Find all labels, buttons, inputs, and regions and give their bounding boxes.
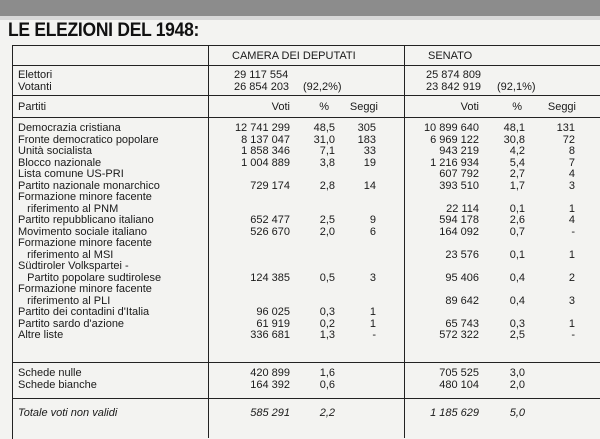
senato-seggi: 1 (568, 202, 575, 215)
senato-seggi: 1 (568, 248, 575, 261)
senato-voti: 607 792 (439, 168, 479, 180)
senato-voti: 393 510 (439, 179, 479, 192)
camera-voti: 1 004 889 (241, 156, 290, 169)
camera-seggi: 305 (357, 122, 376, 134)
camera-seggi: 1 (369, 317, 376, 330)
senato-pct: 0,4 (509, 294, 525, 307)
page-title: LE ELEZIONI DEL 1948: (8, 20, 200, 41)
senato-voti: 480 104 (439, 379, 479, 391)
camera-pct: 2,8 (319, 179, 335, 192)
camera-header: CAMERA DEI DEPUTATI (232, 50, 356, 62)
senato-voti: 943 219 (439, 145, 479, 157)
camera-seggi: 9 (369, 214, 376, 226)
party-name: Lista comune US-PRI (18, 168, 124, 180)
senato-voti: 95 406 (445, 271, 479, 284)
senato-header: SENATO (428, 50, 473, 62)
camera-voti: 124 385 (250, 271, 290, 284)
camera-voti: 96 025 (256, 306, 290, 318)
camera-pct: 1,6 (319, 367, 335, 379)
senato-voti: 6 969 122 (430, 133, 479, 146)
senato-voti: 23 576 (445, 248, 479, 261)
senato-seggi: 3 (568, 179, 575, 192)
senato-pct: 0,1 (509, 248, 525, 261)
camera-seggi: 183 (357, 133, 376, 146)
elettori-senato: 25 874 809 (426, 69, 482, 81)
senato-pct: 0,3 (509, 317, 525, 330)
senato-voti: 22 114 (446, 202, 479, 215)
partiti-header: Partiti (18, 101, 47, 113)
camera-voti-header: Voti (271, 101, 290, 113)
senato-pct: 30,8 (503, 133, 525, 146)
votanti-camera-pct: (92,2%) (303, 81, 342, 93)
elettori-camera: 29 117 554 (234, 69, 289, 81)
senato-voti: 1 216 934 (430, 156, 479, 169)
senato-pct: 48,1 (503, 122, 525, 134)
header-divider (12, 65, 600, 66)
camera-voti: 526 670 (250, 225, 290, 238)
senato-pct: 2,5 (509, 329, 525, 341)
camera-voti: 420 899 (250, 367, 290, 379)
camera-seggi: 6 (369, 225, 376, 238)
totale-camera-pct: 2,2 (319, 407, 335, 419)
schede-label: Schede bianche (18, 379, 97, 391)
votanti-camera: 26 854 203 (234, 81, 290, 93)
parties-divider (12, 362, 600, 363)
camera-pct: 0,2 (319, 317, 335, 330)
camera-pct: 0,3 (319, 306, 335, 318)
senato-voti: 572 322 (439, 329, 479, 341)
senato-pct: 4,2 (509, 145, 525, 157)
party-name: Formazione minore facente (18, 191, 152, 203)
totale-senato-pct: 5,0 (509, 407, 525, 419)
senato-pct: 0,7 (509, 225, 525, 238)
senato-voti: 164 092 (439, 225, 479, 238)
senato-seggi-header: Seggi (547, 101, 576, 113)
senato-pct: 0,4 (509, 271, 525, 284)
camera-voti: 1 858 346 (241, 145, 290, 157)
top-banner (0, 0, 600, 16)
senato-seggi: 72 (562, 133, 575, 146)
camera-pct-header: % (319, 101, 329, 113)
camera-pct: 0,6 (319, 379, 335, 391)
senato-voti: 594 178 (439, 214, 479, 226)
camera-seggi: 3 (369, 271, 376, 284)
party-name: Unità socialista (18, 145, 92, 157)
senato-seggi: - (571, 225, 575, 238)
senato-seggi: 3 (568, 294, 575, 307)
party-name: riferimento al PNM (18, 202, 119, 215)
totale-senato-voti: 1 185 629 (430, 407, 479, 419)
senato-pct-header: % (512, 101, 522, 113)
senato-pct: 5,4 (509, 156, 525, 169)
votanti-label: Votanti (18, 81, 52, 93)
senato-pct: 2,7 (509, 168, 525, 180)
camera-voti: 652 477 (250, 214, 290, 226)
party-name: riferimento al MSI (18, 248, 114, 261)
camera-pct: 31,0 (313, 133, 335, 146)
camera-pct: 3,8 (319, 156, 335, 169)
senato-voti: 10 899 640 (423, 122, 479, 134)
party-header-divider (12, 117, 600, 118)
senato-seggi: 7 (568, 156, 575, 169)
senato-seggi: 4 (568, 168, 575, 180)
camera-seggi: 33 (363, 145, 376, 157)
totale-camera-voti: 585 291 (250, 407, 290, 419)
voters-divider (12, 95, 600, 96)
senato-pct: 2,6 (509, 214, 525, 226)
party-name: Partito dei contadini d'Italia (18, 306, 150, 318)
senato-voti-header: Voti (460, 101, 479, 113)
camera-voti: 12 741 299 (234, 122, 290, 134)
camera-pct: 2,0 (319, 225, 335, 238)
party-name: Formazione minore facente (18, 283, 152, 295)
party-name: Partito nazionale monarchico (18, 179, 160, 192)
camera-pct: 7,1 (319, 145, 335, 157)
party-name: riferimento al PLI (18, 294, 111, 307)
camera-voti: 8 137 047 (241, 133, 290, 146)
schede-label: Schede nulle (18, 367, 82, 379)
senato-seggi: 2 (568, 271, 575, 284)
camera-pct: 1,3 (319, 329, 335, 341)
senato-seggi: 131 (556, 122, 575, 134)
senato-pct: 3,0 (509, 367, 525, 379)
senato-seggi: 4 (568, 214, 575, 226)
camera-seggi: - (372, 329, 376, 341)
senato-voti: 89 642 (445, 294, 479, 307)
party-name: Partito popolare sudtirolese (18, 271, 162, 284)
camera-seggi: 1 (369, 306, 376, 318)
party-name: Movimento sociale italiano (18, 225, 148, 238)
camera-seggi-header: Seggi (349, 101, 378, 113)
schede-divider (12, 398, 600, 399)
senato-voti: 705 525 (439, 367, 479, 379)
party-name: Formazione minore facente (18, 237, 152, 249)
camera-voti: 336 681 (250, 329, 290, 341)
totale-label: Totale voti non validi (18, 407, 118, 419)
senato-seggi: 8 (568, 145, 575, 157)
party-name: Fronte democratico popolare (18, 133, 159, 146)
party-name: Partito repubblicano italiano (18, 214, 154, 226)
camera-seggi: 19 (363, 156, 376, 169)
camera-pct: 0,5 (319, 271, 335, 284)
party-name: Südtiroler Volkspartei - (18, 260, 129, 272)
votanti-senato-pct: (92,1%) (497, 81, 536, 93)
senato-voti: 65 743 (445, 317, 479, 330)
column-divider-camera (208, 45, 209, 438)
camera-pct: 2,5 (319, 214, 335, 226)
senato-seggi: - (571, 329, 575, 341)
senato-pct: 2,0 (509, 379, 525, 391)
camera-voti: 729 174 (250, 179, 290, 192)
camera-voti: 61 919 (256, 317, 290, 330)
party-name: Altre liste (18, 329, 64, 341)
party-name: Blocco nazionale (18, 156, 102, 169)
camera-voti: 164 392 (250, 379, 290, 391)
senato-seggi: 1 (568, 317, 575, 330)
votanti-senato: 23 842 919 (426, 81, 482, 93)
camera-pct: 48,5 (313, 122, 335, 134)
senato-pct: 0,1 (509, 202, 525, 215)
party-name: Democrazia cristiana (18, 122, 121, 134)
camera-seggi: 14 (363, 179, 376, 192)
senato-pct: 1,7 (509, 179, 525, 192)
elettori-label: Elettori (18, 69, 53, 81)
party-name: Partito sardo d'azione (18, 317, 125, 330)
